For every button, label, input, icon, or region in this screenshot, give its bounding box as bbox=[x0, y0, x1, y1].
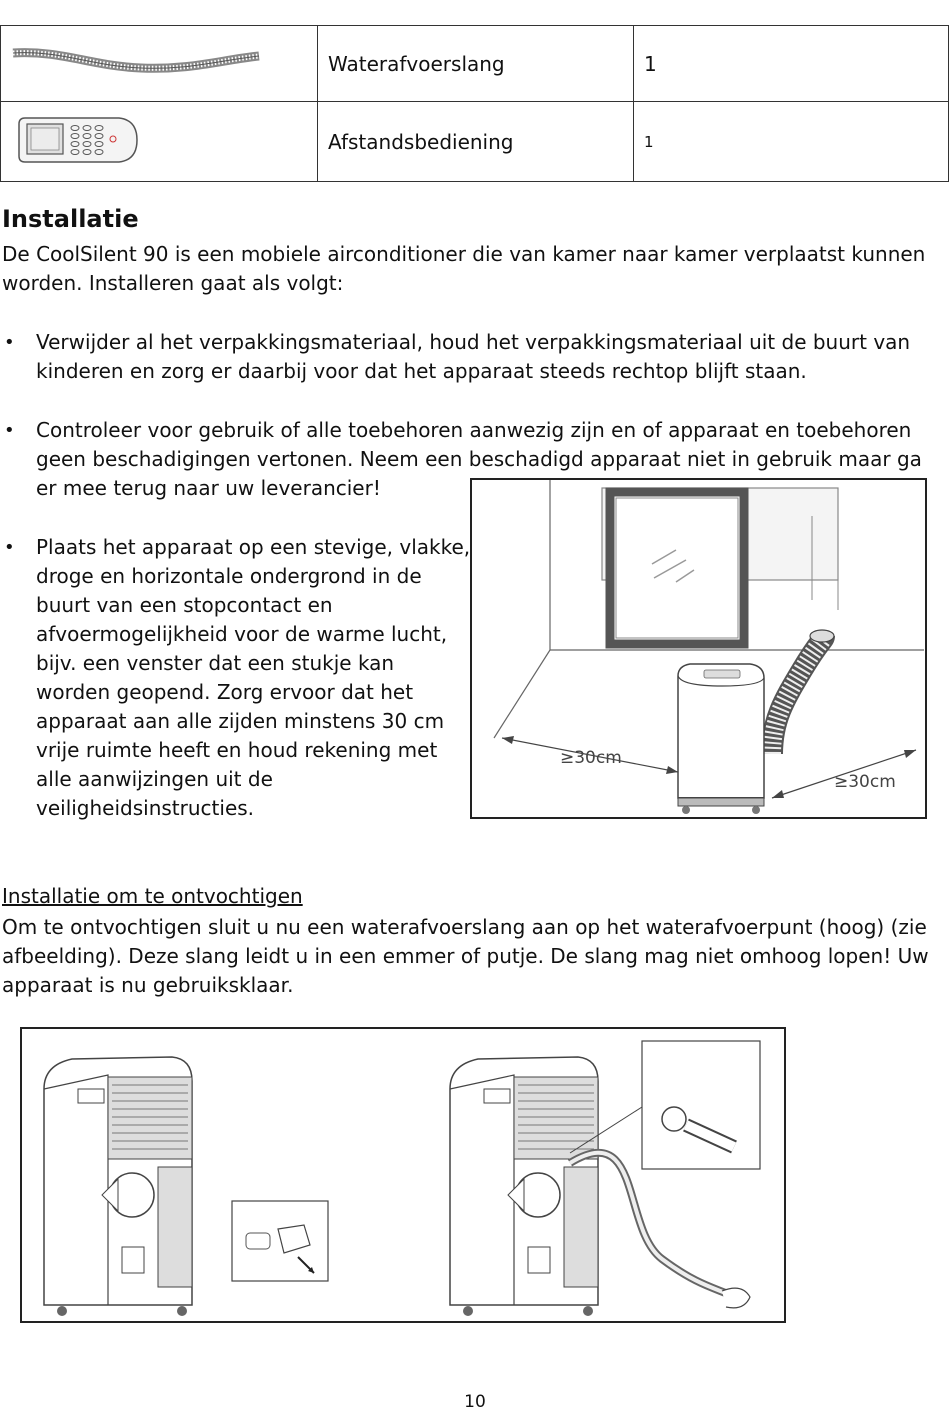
part-quantity: 1 bbox=[634, 26, 949, 102]
distance-label-right: ≥30cm bbox=[834, 772, 896, 792]
room-placement-diagram bbox=[472, 480, 925, 817]
part-quantity: 1 bbox=[634, 102, 949, 182]
remote-control-icon bbox=[1, 102, 301, 176]
table-row bbox=[1, 102, 949, 182]
remote-control-image bbox=[1, 102, 318, 182]
ac-unit-right bbox=[450, 1057, 598, 1316]
distance-label-left: ≥30cm bbox=[560, 748, 622, 768]
drain-connection-illustration bbox=[20, 1027, 786, 1323]
list-item: • Verwijder al het verpakkingsmateriaal, houd het verpakkingsmateriaal uit de buurt van kinderen en zorg er daarbij voor dat het apparaat steeds rechtop blijft staan. bbox=[2, 328, 947, 386]
ac-unit-left bbox=[44, 1057, 192, 1316]
drain-hose-icon bbox=[1, 26, 301, 96]
drain-hose-image bbox=[1, 26, 318, 102]
bullet-list bbox=[2, 533, 472, 823]
dehumidify-heading: Installatie om te ontvochtigen bbox=[2, 884, 303, 908]
part-name: Afstandsbediening bbox=[318, 102, 634, 182]
parts-table bbox=[0, 25, 949, 182]
table-row bbox=[1, 26, 949, 102]
drain-connection-diagram bbox=[22, 1029, 784, 1321]
list-item: • Controleer voor gebruik of alle toebehoren aanwezig zijn en of apparaat en toebehoren geen beschadigingen vertonen. Neem een beschadigd apparaat niet in gebruik maar ga er mee terug naar uw leverancier! bbox=[2, 416, 947, 503]
dehumidify-paragraph: Om te ontvochtigen sluit u nu een waterafvoerslang aan op het waterafvoerpunt (hoog) (zie afbeelding). Deze slang leidt u in een emmer of putje. De slang mag niet omhoog lopen! Uw apparaat is nu gebruiksklaar. bbox=[2, 915, 929, 997]
intro-paragraph: De CoolSilent 90 is een mobiele airconditioner die van kamer naar kamer verplaatst kunnen worden. Installeren gaat als volgt: bbox=[2, 242, 926, 295]
page-number: 10 bbox=[464, 1392, 486, 1412]
list-item: • Plaats het apparaat op een stevige, vlakke, droge en horizontale ondergrond in de buurt van een stopcontact en afvoermogelijkheid voor de warme lucht, bijv. een venster dat een stukje kan worden geopend. Zorg ervoor dat het apparaat aan alle zijden minstens 30 cm vrije ruimte heeft en houd rekening met alle aanwijzingen uit de veiligheidsinstructies. bbox=[2, 533, 472, 823]
placement-illustration bbox=[470, 478, 927, 819]
section-title: Installatie bbox=[2, 205, 139, 233]
bullet-list bbox=[2, 328, 947, 386]
part-name: Waterafvoerslang bbox=[318, 26, 634, 102]
